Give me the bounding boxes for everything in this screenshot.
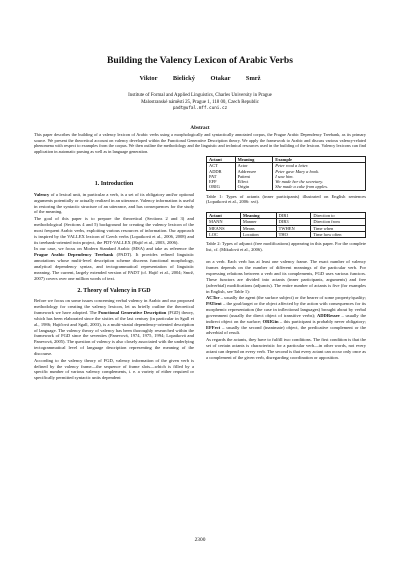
table-header: Actant [207,212,241,218]
table-cell: MEANS [207,225,241,231]
paragraph-text: – usually the agent (the surface subject) or the bearer of some property/quality; [219,295,366,301]
table-cell: Location [240,231,276,237]
table-cell: LOC [207,231,241,237]
table-cell: Time how often [311,231,366,237]
table-header: Actant [207,157,236,163]
table-header: Meaning [240,212,276,218]
paragraph-text: of a lexical unit, in particular a verb, is a set of its obligatory and/or optional arguments potentially or actually realized in an utterance. Valency information is useful in restoring the syntactic structure of an utterance, and has consequences for the study of the meaning. [34,191,194,215]
paragraph-text: In our case, we focus on Modern Standard Arabic (MSA) and take as reference the [34,246,194,252]
affiliation-address: Malostranské náměstí 25, Prague 1, 118 00, Czech Republic [141,99,259,105]
right-column [206,156,366,362]
author-name: Otakar Smrž [210,75,261,82]
table-cell: Actor [235,163,273,169]
table-cell: Origin [235,184,273,190]
author-list [0,75,400,82]
affiliation [0,93,400,113]
author-email: padt@ufal.mff.cuni.cz [172,106,228,112]
table-cell: ORIG [207,184,236,190]
table-cell: TWHEN [276,225,311,231]
table-cell: Effect [235,179,273,184]
paragraph: As regards the actants, they have to fulfill two conditions. The first condition is that the set of certain actants is characteristic for a particular verb—in other words, not every actant can depend on every verb. The second is that every actant can occur only once as a complement of the given verb, disregarding coordination or apposition. [206,337,366,360]
table-cell: DIR3 [276,219,311,225]
table-cell: Direction to [311,212,366,218]
affiliation-institute: Institute of Formal and Applied Linguistics, Charles University in Prague [128,93,272,98]
table-header: Example [273,157,366,163]
table-cell: Direction from [311,219,366,225]
table-cell: Peter gave Mary a book. [275,168,320,174]
term-origin: ORIGin [262,318,279,324]
term-padt: Prague Arabic Dependency Treebank [34,252,114,258]
paragraph-text: Before we focus on some issues concerning verbal valency in Arabic and our proposed methodology for creating the valency lexicon, let us briefly outline the theoretical framework we have adopted. The [34,298,194,316]
paragraph: The goal of this paper is to prepare the theoretical (Sections 2 and 3) and methodological (Sections 4 and 5) background for creating the valency lexicon of the most frequent Arabic verbs, exploiting various resources of information. Our approach is inspired by the VALLEX lexicon of Czech verbs (Lopatková et al., 2006, 2008) and its treebank-oriented twin project, the PDT-VALLEX (Hajič et al., 2003, 2006). [34,216,194,245]
term-valency: Valency [34,191,50,197]
table-cell: We made her the secretary. [275,179,324,185]
paragraph [34,298,194,356]
table-header: Meaning [235,157,273,163]
table-adjuncts [206,212,366,238]
page-number: 2300 [194,537,206,543]
paragraph [34,192,194,215]
paragraph [206,295,366,336]
table-cell: ACT [207,163,236,169]
table-cell: She made a cake from apples. [275,184,329,190]
table-cell: Manner [240,219,276,225]
section-heading-introduction: 1. Introduction [94,181,134,187]
paragraph-text: – usually the second (inanimate) object, the predicative complement or the adverbial of result. [206,324,366,336]
table-cell: Addressee [235,169,273,174]
term-addressee: ADDRessee [316,312,340,318]
table-cell: MANN [207,219,241,225]
paragraph: According to the valency theory of FGD, valency information of the given verb is defined by the valency frame—the sequence of frame slots—which is filled by a specific number of various valency complements, i. e. a variety of either required or specifically permitted syntactic units dependent [34,357,194,381]
table-actants [206,156,366,191]
term-patient: PATient [206,301,222,307]
paragraph-text: (FGD) theory, which has been elaborated since the sixties of the last century (in particular in Sgall et al., 1986; Hajičová and Sgall, 2003), is a multi-stratal dependency-oriented description of language. The valency theory of valency has been thoroughly researched within the framework of FGD since the seventies (Panevová, 1974, 1975, 1994; Lopatková and Panevová, 2005). The question of valency is also closely associated with the underlying tectogrammatical level of language description representing the meaning of the discourse. [34,310,195,356]
paragraph-text: – the goal/target or the object affected by the action with consequences for its morphemic representation (the case in inflectional languages) brought about by verbal government (usually the direct object of transitive verbs); [206,301,366,318]
term-effect: EFFect [206,324,221,330]
table-caption: Table 1: Types of actants (inner participants) illustrated on English sentences (Lopatková et al., 2006: xvi). [206,193,366,205]
table-cell: PAT [207,174,236,179]
left-column [34,177,194,382]
paragraph: on a verb. Each verb has at least one valency frame. The exact number of valency frames depends on the number of different meanings of the particular verb. For expressing relations between a verb and its complements, FGD uses various functors. These functors are divided into actants (inner participants, arguments) and free (adverbial) modifications (adjuncts). The entire number of actants is five (for examples in English, see Table 1): [206,259,366,294]
paragraph-text: (PADT). It provides refined linguistic annotations whose multi-level description scheme discerns functional morphology, analytical dependency syntax, and tectogrammatical representation of linguistic meaning. The current, largely extended version of PADT (cf. Hajič et al., 2004; Smrž, 2007) covers over one million words of text. [34,252,194,281]
section-heading-fgd: 2. Theory of Valency in FGD [77,287,151,294]
table-cell: THO [276,231,311,237]
table-cell: Peter read a letter. [275,163,309,169]
table-cell: EFF [207,179,236,184]
table-row [207,184,366,190]
term-fgd: Functional Generative Description [98,310,167,316]
term-actor: ACTor [206,295,220,301]
table-cell: Patient [235,174,273,179]
abstract-text: This paper describes the building of a valency lexicon of Arabic verbs using a morphologically and syntactically annotated corpus, the Prague Arabic Dependency Treebank, as its primary source. We present the theoretical account on valency developed within the Functional Generative Description theory. We apply the framework to Arabic and discuss various valency-related phenomena with respect to examples from the corpus. We then outline the methodology and the linguistic and technical resources used in the building of the lexicon. Valency lexicons can find application in automatic parsing as well as in language generation. [34,132,366,154]
table-cell: ADDR [207,169,236,174]
table-caption: Table 2: Types of adjunct (free modifications) appearing in this paper. For the complete list, cf. (Mikulová et al., 2006). [206,241,366,252]
paragraph [34,246,194,281]
table-cell: Means [240,225,276,231]
table-row [207,231,366,237]
table-cell: DIR1 [276,212,311,218]
paragraph-text: – usually the indirect object on the surface; [206,312,367,324]
abstract-heading: Abstract [190,125,210,131]
author-name: Viktor Bielický [139,75,195,82]
table-cell: I saw him. [275,173,294,179]
table-cell: Time when [311,225,366,231]
paper-title: Building the Valency Lexicon of Arabic Verbs [106,55,294,66]
paragraph-text: – this participant is probably never obligatory; [278,318,366,324]
